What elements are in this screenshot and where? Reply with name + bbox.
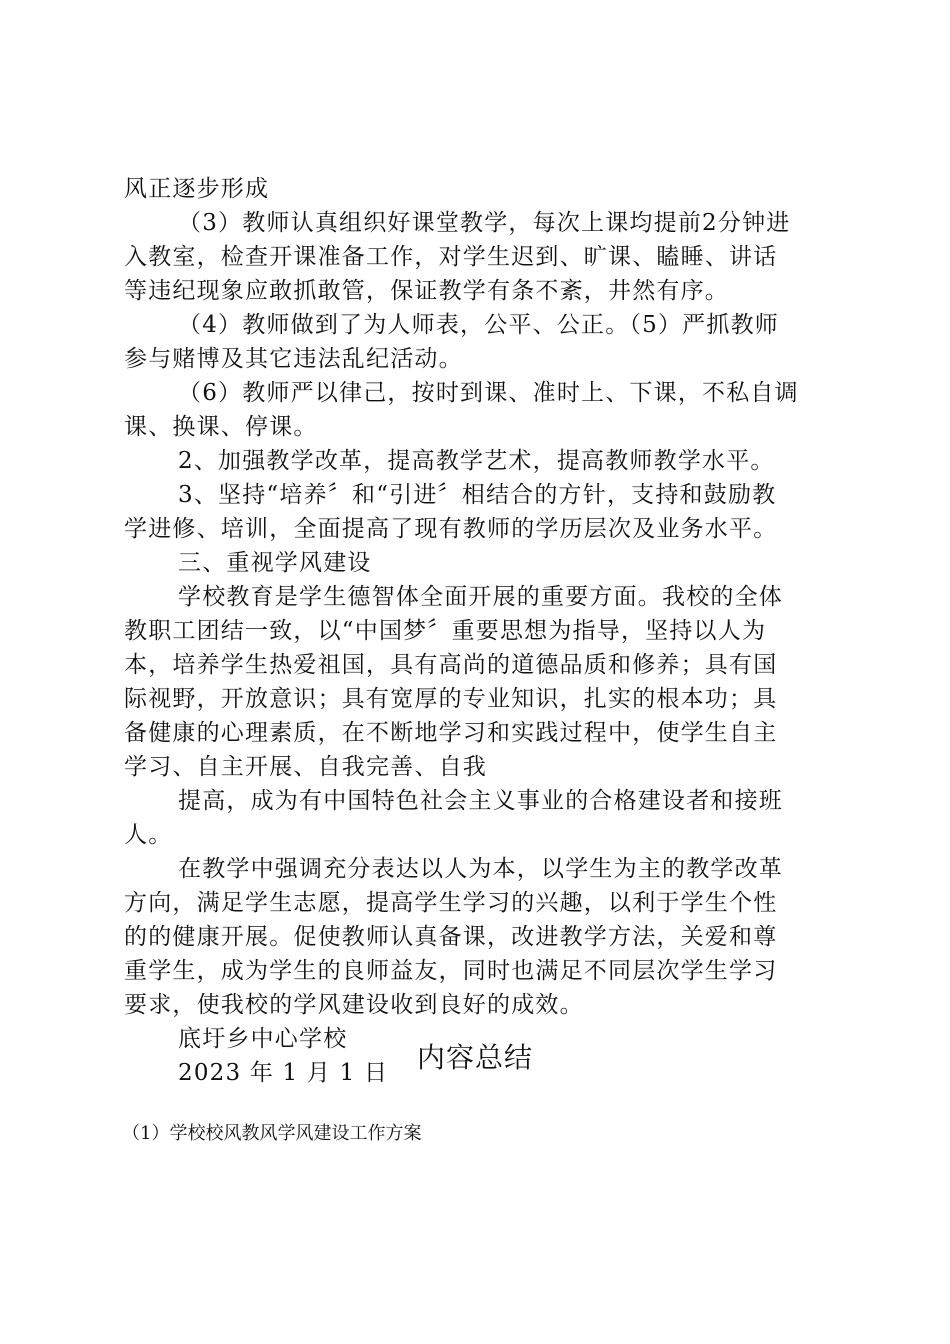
text-line: 重学生，成为学生的良师益友，同时也满足不同层次学生学习 (124, 958, 778, 984)
text-line: 际视野，开放意识；具有宽厚的专业知识，扎实的根本功；具 (124, 686, 778, 712)
text-line: 在教学中强调充分表达以人为本，以学生为主的教学改革 (178, 856, 783, 882)
text-line: 2、加强教学改革，提高教学艺术，提高教师教学水平。 (178, 448, 775, 474)
text-line: 备健康的心理素质，在不断地学习和实践过程中，使学生自主 (124, 720, 778, 746)
text-line: 要求，使我校的学风建设收到良好的成效。 (124, 992, 584, 1018)
text-line: 提高，成为有中国特色社会主义事业的合格建设者和接班 (178, 788, 783, 814)
text-line: 学进修、培训，全面提高了现有教师的学历层次及业务水平。 (124, 516, 778, 542)
summary-item: （1）学校校风教风学风建设工作方案 (122, 1123, 422, 1144)
text-line: 参与赌博及其它违法乱纪活动。 (124, 346, 463, 372)
text-line: 三、重视学风建设 (178, 550, 372, 576)
text-line: 风正逐步形成 (124, 176, 270, 202)
text-line: 课、换课、停课。 (124, 414, 318, 440)
text-line: 人。 (124, 822, 173, 848)
text-line: 学习、自主开展、自我完善、自我 (124, 754, 487, 780)
text-line: 3、坚持“培养〞和“引进〞相结合的方针，支持和鼓励教 (178, 482, 777, 508)
text-line: 本，培养学生热爱祖国，具有高尚的道德品质和修养；具有国 (124, 652, 778, 678)
text-line: 2023 年 1 月 1 日 (178, 1060, 389, 1086)
body-text (124, 172, 836, 1090)
text-line: 方向，满足学生志愿，提高学生学习的兴趣，以利于学生个性 (124, 890, 778, 916)
text-line: 底圩乡中心学校 (178, 1026, 348, 1052)
text-line: 的的健康开展。促使教师认真备课，改进教学方法，关爱和尊 (124, 924, 778, 950)
text-line: 等违纪现象应敢抓敢管，保证教学有条不紊，井然有序。 (124, 278, 729, 304)
text-line: （4）教师做到了为人师表，公平、公正。（5）严抓教师 (178, 312, 779, 338)
summary-title: 内容总结 (416, 1041, 533, 1074)
text-line: 入教室，检查开课准备工作，对学生迟到、旷课、瞌睡、讲话 (124, 244, 778, 270)
text-line: （3）教师认真组织好课堂教学，每次上课均提前2分钟进 (178, 210, 791, 236)
text-line: 学校教育是学生德智体全面开展的重要方面。我校的全体 (178, 584, 783, 610)
text-line: （6）教师严以律己，按时到课、准时上、下课，不私自调 (178, 380, 799, 406)
text-line: 教职工团结一致，以“中国梦〞重要思想为指导，坚持以人为 (124, 618, 767, 644)
